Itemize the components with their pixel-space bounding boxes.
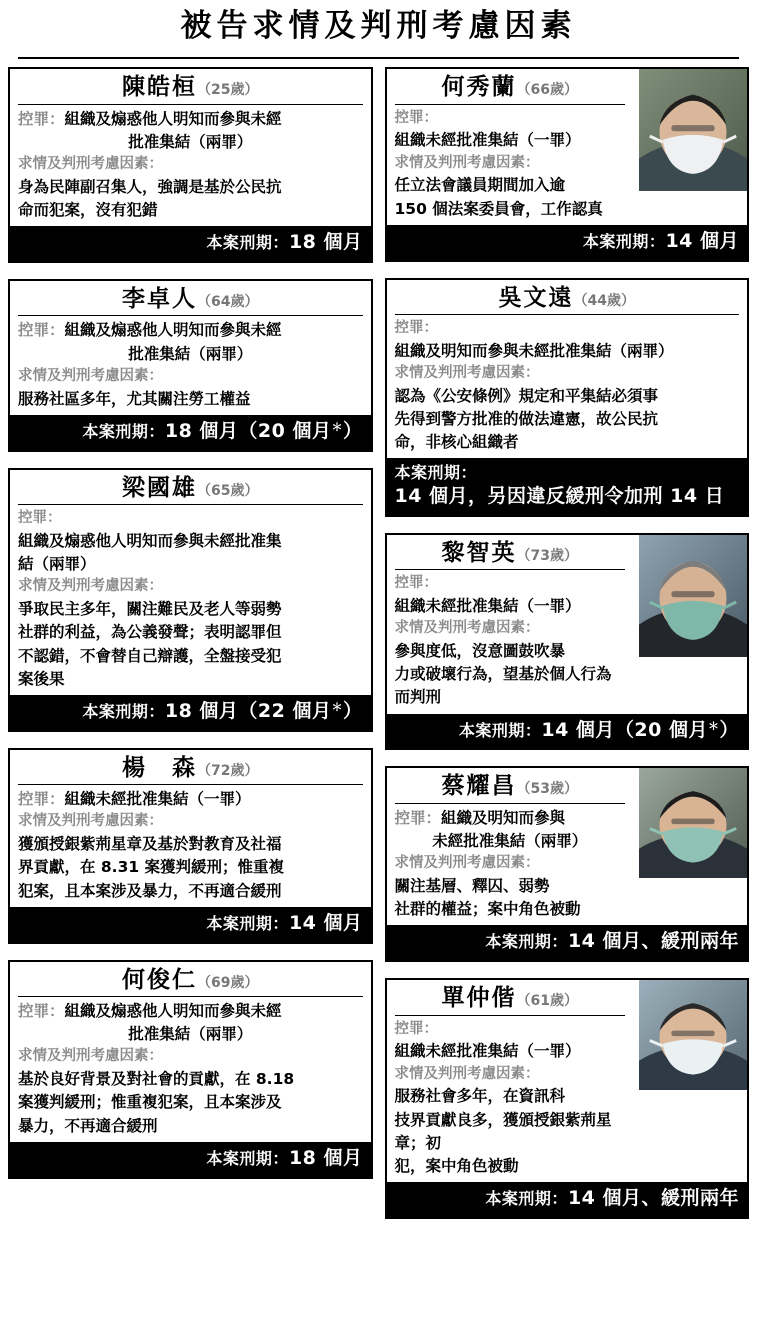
charge-label: 控罪： [394,575,438,592]
name-divider [395,314,740,315]
charge-line: 組織未經批准集結（一罪） [394,131,581,150]
defendant-text [18,74,363,222]
defendant-text [395,285,740,455]
mitigation-line: 服務社會多年，在資訊科 [394,1087,566,1106]
defendant-name-line [18,286,363,312]
defendant-text [18,475,363,691]
defendant-card [8,468,373,732]
defendant-name-line [395,985,626,1011]
defendant-name-line [18,967,363,993]
mitigation-line: 參與度低，沒意圖鼓吹暴 [394,641,566,660]
name-divider [395,104,626,105]
portrait-lai-chee-ying [639,535,747,657]
defendant-age: （25歲） [197,82,259,99]
name-divider [395,803,626,804]
charge-line: 未經批准集結（兩罪） [432,831,588,850]
sentence-label: 本案刑期： [206,1148,289,1168]
defendant-age: （65歲） [197,482,259,499]
defendant-age: （53歲） [516,781,578,798]
mitigation-label: 求情及判刑考慮因素： [394,1065,540,1082]
mitigation-line: 基於良好背景及對社會的貢獻，在 8.18 [18,1070,295,1089]
defendant-name: 李卓人 [122,285,197,313]
left-column [8,67,373,1178]
name-divider [18,504,363,505]
sentence-value-suffix: ） [342,700,363,723]
mitigation-label: 求情及判刑考慮因素： [394,620,540,637]
defendant-age: （64歲） [197,294,259,311]
defendant-name-line [395,773,626,799]
sentence-value: 18 個月（22 個月 [164,700,332,723]
defendant-text [18,755,363,903]
charge-line: 組織未經批准集結（一罪） [394,596,581,615]
defendant-age: （61歲） [516,993,578,1010]
sentence-footnote-marker: ＊ [707,718,720,732]
mitigation-label: 求情及判刑考慮因素： [18,1048,163,1065]
mitigation-line: 不認錯，不會替自己辯護，全盤接受犯 [18,646,282,665]
sentence-value: 18 個月 [288,231,363,254]
defendant-text [18,967,363,1138]
mitigation-line: 界貢獻，在 8.31 案獲判緩刑；惟重複 [18,858,285,877]
mitigation-line: 社群的權益；案中角色被動 [394,900,581,919]
sentence-label: 本案刑期： [582,231,666,251]
charge-label: 控罪： [18,510,62,527]
name-divider [395,569,626,570]
sentence-label: 本案刑期： [485,1189,568,1209]
defendant-name: 蔡耀昌 [441,772,517,800]
mitigation-line: 案獲判緩刑；惟重複犯案，且本案涉及 [18,1093,282,1112]
charge-label: 控罪： [394,808,442,827]
mitigation-line: 爭取民主多年，關注難民及老人等弱勢 [18,600,282,619]
sentence-bar [10,695,371,730]
page-title-wrap [8,0,749,51]
mitigation-line: 獲頒授銀紫荊星章及基於對教育及社福 [18,835,282,854]
sentence-value: 14 個月、緩刑兩年 [567,930,739,953]
defendant-card-body [387,535,748,714]
portrait-ho-sau-lan [639,69,747,191]
defendant-card-body [10,470,371,695]
cards-columns [8,67,749,1219]
mitigation-line: 認為《公安條例》規定和平集結必須事 [394,386,659,405]
mitigation-line: 服務社區多年，尤其關注勞工權益 [18,389,251,408]
sentence-bar [387,714,748,749]
sentence-value: 18 個月（20 個月 [164,419,332,442]
mitigation-line: 暴力，不再適合緩刑 [18,1116,158,1135]
charge-label: 控罪： [18,109,65,128]
sentence-label: 本案刑期： [206,233,289,253]
mitigation-line: 案後果 [18,669,65,688]
mitigation-label: 求情及判刑考慮因素： [18,367,163,384]
defendant-name-line [395,540,626,566]
defendant-name-line [395,74,626,100]
defendant-card-body [10,69,371,226]
sentence-value: 18 個月 [288,1146,363,1169]
charge-label: 控罪： [394,1020,438,1037]
charge-label: 控罪： [18,1001,65,1020]
name-divider [18,996,363,997]
charge-line: 組織及明知而參與未經批准集結（兩罪） [394,341,674,360]
defendant-name: 單仲偕 [441,984,517,1012]
defendant-card [385,67,750,261]
sentence-bar [10,1142,371,1177]
defendant-card-body [387,280,748,459]
defendant-card-body [387,768,748,925]
sentence-label: 本案刑期： [82,421,165,441]
defendant-card-body [387,69,748,225]
defendant-age: （44歲） [573,292,635,309]
mitigation-line: 犯，案中角色被動 [394,1157,519,1176]
name-divider [18,315,363,316]
defendant-card-body [10,750,371,907]
charge-line: 控罪：組織及煽惑他人明知而參與未經 [18,109,282,128]
charge-line: 控罪：組織及明知而參與 [394,808,566,827]
mitigation-line: 技界貢獻良多，獲頒授銀紫荊星章；初 [394,1110,612,1152]
defendant-name: 陳皓桓 [122,73,197,101]
defendant-card [385,766,750,962]
sentence-value-suffix: ） [342,419,363,442]
mitigation-label: 求情及判刑考慮因素： [18,578,163,595]
defendant-name: 何秀蘭 [441,73,517,101]
charge-label: 控罪： [18,321,65,340]
defendant-name: 楊 森 [122,753,197,781]
defendant-name-line [18,475,363,501]
sentence-value: 14 個月，另因違反緩刑令加刑 14 日 [394,485,725,508]
sentence-label: 本案刑期： [206,913,289,933]
mitigation-line: 先得到警方批准的做法違憲，故公民抗 [394,409,659,428]
mitigation-line: 社群的利益，為公義發聲；表明認罪但 [18,623,282,642]
portrait-sin-chung-kai [639,980,747,1090]
sentence-value: 14 個月 [288,911,363,934]
mitigation-line: 150 個法案委員會，工作認真 [394,199,603,218]
name-divider [395,1015,626,1016]
defendant-age: （69歲） [197,974,259,991]
charge-line: 批准集結（兩罪） [128,344,253,363]
mitigation-label: 求情及判刑考慮因素： [394,154,540,171]
right-column [385,67,750,1219]
sentence-value: 14 個月、緩刑兩年 [567,1187,739,1210]
sentence-label: 本案刑期： [394,463,478,483]
mitigation-label: 求情及判刑考慮因素： [18,156,163,173]
sentence-label: 本案刑期： [458,720,542,740]
defendant-card [8,960,373,1179]
defendant-age: （72歲） [197,762,259,779]
sentence-bar [387,925,748,960]
mitigation-line: 命而犯案，沒有犯錯 [18,201,158,220]
charge-label: 控罪： [394,109,438,126]
sentence-footnote-marker: ＊ [331,420,343,434]
sentence-label: 本案刑期： [485,932,568,952]
charge-line: 控罪：組織及煽惑他人明知而參與未經 [18,1001,282,1020]
defendant-card [385,978,750,1219]
page-title: 被告求情及判刑考慮因素 [180,8,577,44]
sentence-bar [10,907,371,942]
name-divider [18,104,363,105]
defendant-card [8,748,373,944]
defendant-name-line [18,74,363,100]
mitigation-label: 求情及判刑考慮因素： [394,855,540,872]
charge-line: 批准集結（兩罪） [128,132,253,151]
defendant-card [8,279,373,452]
defendant-age: （66歲） [516,82,578,99]
name-divider [18,784,363,785]
sentence-bar [10,226,371,261]
charge-label: 控罪： [18,790,65,809]
sentence-bar [10,415,371,450]
defendant-card-body [387,980,748,1182]
charge-line: 控罪：組織及煽惑他人明知而參與未經 [18,321,282,340]
mitigation-line: 關注基層、釋囚、弱勢 [394,876,550,895]
defendant-name: 何俊仁 [122,965,197,993]
sentence-footnote-marker: ＊ [331,700,343,714]
defendant-age: （73歲） [516,547,578,564]
sentence-value: 14 個月 [665,229,739,252]
mitigation-line: 犯案，且本案涉及暴力，不再適合緩刑 [18,881,282,900]
mitigation-label: 求情及判刑考慮因素： [394,364,540,381]
defendant-name: 梁國雄 [122,473,197,501]
defendant-card [8,67,373,263]
defendant-card [385,278,750,517]
sentence-bar [387,458,748,514]
sentence-bar [387,225,748,260]
mitigation-label: 求情及判刑考慮因素： [18,813,163,830]
mitigation-line: 命，非核心組織者 [394,433,519,452]
sentence-value: 14 個月（20 個月 [541,718,708,741]
defendant-name-line [395,285,740,311]
charge-line: 組織及煽惑他人明知而參與未經批准集 [18,531,282,550]
sentence-label: 本案刑期： [82,702,165,722]
charge-line: 組織未經批准集結（一罪） [394,1042,581,1061]
defendant-name: 黎智英 [441,538,517,566]
defendant-card-body [10,281,371,415]
defendant-text [18,286,363,411]
title-divider [18,57,739,59]
sentence-value-suffix: ） [719,718,739,741]
mitigation-line: 力或破壞行為，望基於個人行為而判刑 [394,665,612,707]
sentence-bar [387,1182,748,1217]
defendant-card-body [10,962,371,1142]
portrait-choi-yiu-cheong [639,768,747,878]
defendant-name: 吳文遠 [498,283,574,311]
defendant-card [385,533,750,751]
charge-line: 控罪：組織未經批准集結（一罪） [18,790,251,809]
charge-line: 結（兩罪） [18,555,96,574]
charge-line: 批准集結（兩罪） [128,1025,253,1044]
mitigation-line: 任立法會議員期間加入逾 [394,176,566,195]
defendant-name-line [18,755,363,781]
charge-label: 控罪： [394,319,438,336]
mitigation-line: 身為民陣副召集人，強調是基於公民抗 [18,177,282,196]
